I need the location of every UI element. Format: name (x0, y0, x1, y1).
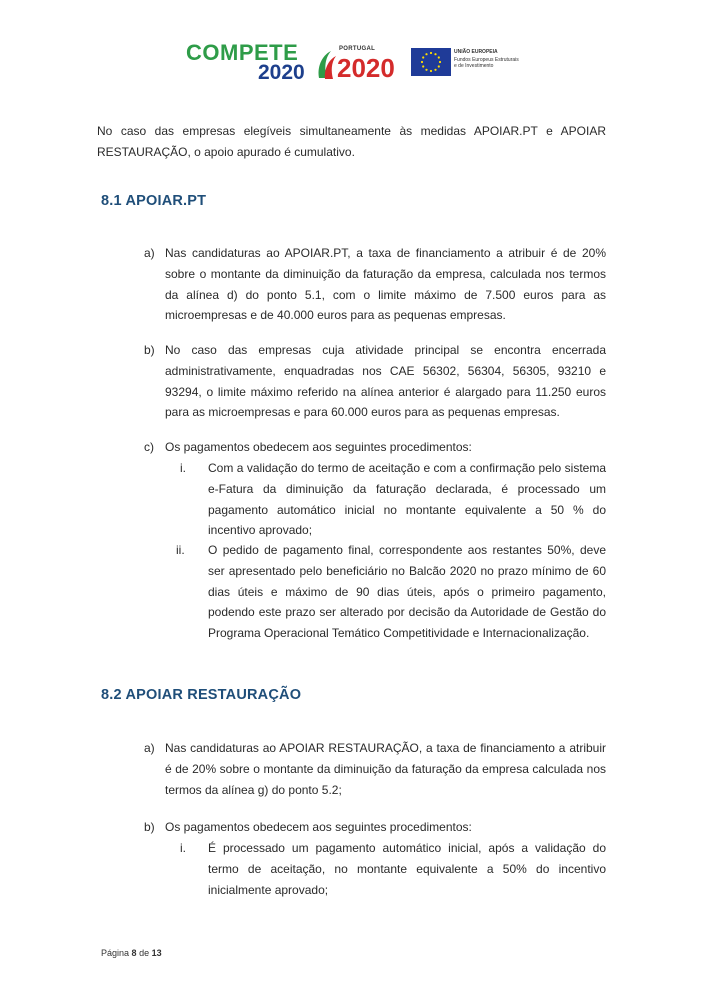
compete-2020-logo (186, 40, 305, 86)
item-marker: a) (144, 246, 155, 260)
subitem-marker: ii. (176, 543, 185, 557)
section-heading-8-1: 8.1 APOIAR.PT (101, 193, 207, 209)
page-label: Página (101, 948, 130, 958)
list-item: Nas candidaturas ao APOIAR.PT, a taxa de financiamento a atribuir é de 20% sobre o montante da diminuição da faturação da empresa, calculada nos termos da alínea d) do ponto 5.1, com o limite máximo de 7.500 euros para as microempresas e de 40.000 euros para as pequenas empresas. (165, 246, 606, 323)
item-marker: c) (144, 440, 154, 454)
header-logos (0, 38, 707, 88)
portugal-word: PORTUGAL (339, 46, 376, 52)
total-pages: 13 (151, 948, 162, 958)
portugal-2020-logo (315, 44, 407, 84)
eu-title: UNIÃO EUROPEIA (454, 49, 498, 55)
sub-list-item: É processado um pagamento automático inicial, após a validação do termo de aceitação, no montante equivalente a 50% do incentivo inicialmente aprovado; (208, 841, 606, 897)
compete-year: 2020 (258, 61, 305, 84)
portugal-emblem-icon (315, 48, 337, 82)
item-marker: b) (144, 343, 155, 357)
sub-list-item: Com a validação do termo de aceitação e com a confirmação pelo sistema e-Fatura da diminuição da faturação declarada, é processado um pagamento automático inicial no montante equivalente a 50 % do incentivo aprovado; (208, 461, 606, 538)
list-item: Os pagamentos obedecem aos seguintes procedimentos: (165, 820, 472, 834)
list-item: Nas candidaturas ao APOIAR RESTAURAÇÃO, a taxa de financiamento a atribuir é de 20% sobre o montante da diminuição da faturação da empresa calculada nos termos da alínea g) do ponto 5.2; (165, 741, 606, 797)
list-item: Os pagamentos obedecem aos seguintes procedimentos: (165, 440, 472, 454)
intro-paragraph: No caso das empresas elegíveis simultaneamente às medidas APOIAR.PT e APOIAR RESTAURAÇÃO, o apoio apurado é cumulativo. (97, 124, 606, 159)
item-marker: a) (144, 741, 155, 755)
subitem-marker: i. (180, 841, 186, 855)
current-page: 8 (131, 948, 137, 958)
eu-line-2: e de Investimento (454, 63, 494, 69)
eu-line-1: Fundos Europeus Estruturais (454, 57, 519, 63)
eu-caption (454, 49, 526, 69)
page-number (101, 948, 162, 958)
page-of: de (139, 948, 150, 958)
subitem-marker: i. (180, 461, 186, 475)
list-item: No caso das empresas cuja atividade principal se encontra encerrada administrativamente, enquadradas nos CAE 56302, 56304, 56305, 93210 e 93294, o limite máximo referido na alínea anterior é alargado para 11.250 euros para as microempresas e para 60.000 euros para as pequenas empresas. (165, 343, 606, 420)
eu-flag-icon (411, 48, 451, 76)
compete-word: COMPETE (186, 40, 299, 65)
item-marker: b) (144, 820, 155, 834)
sub-list-item: O pedido de pagamento final, correspondente aos restantes 50%, deve ser apresentado pelo beneficiário no Balcão 2020 no prazo mínimo de 60 dias úteis e máximo de 90 dias úteis, após o primeiro pagamento, podendo este prazo ser alterado por decisão da Autoridade de Gestão do Programa Operacional Temático Competitividade e Internacionalização. (208, 543, 606, 641)
portugal-year: 2020 (337, 53, 395, 83)
section-heading-8-2: 8.2 APOIAR RESTAURAÇÃO (101, 687, 302, 703)
